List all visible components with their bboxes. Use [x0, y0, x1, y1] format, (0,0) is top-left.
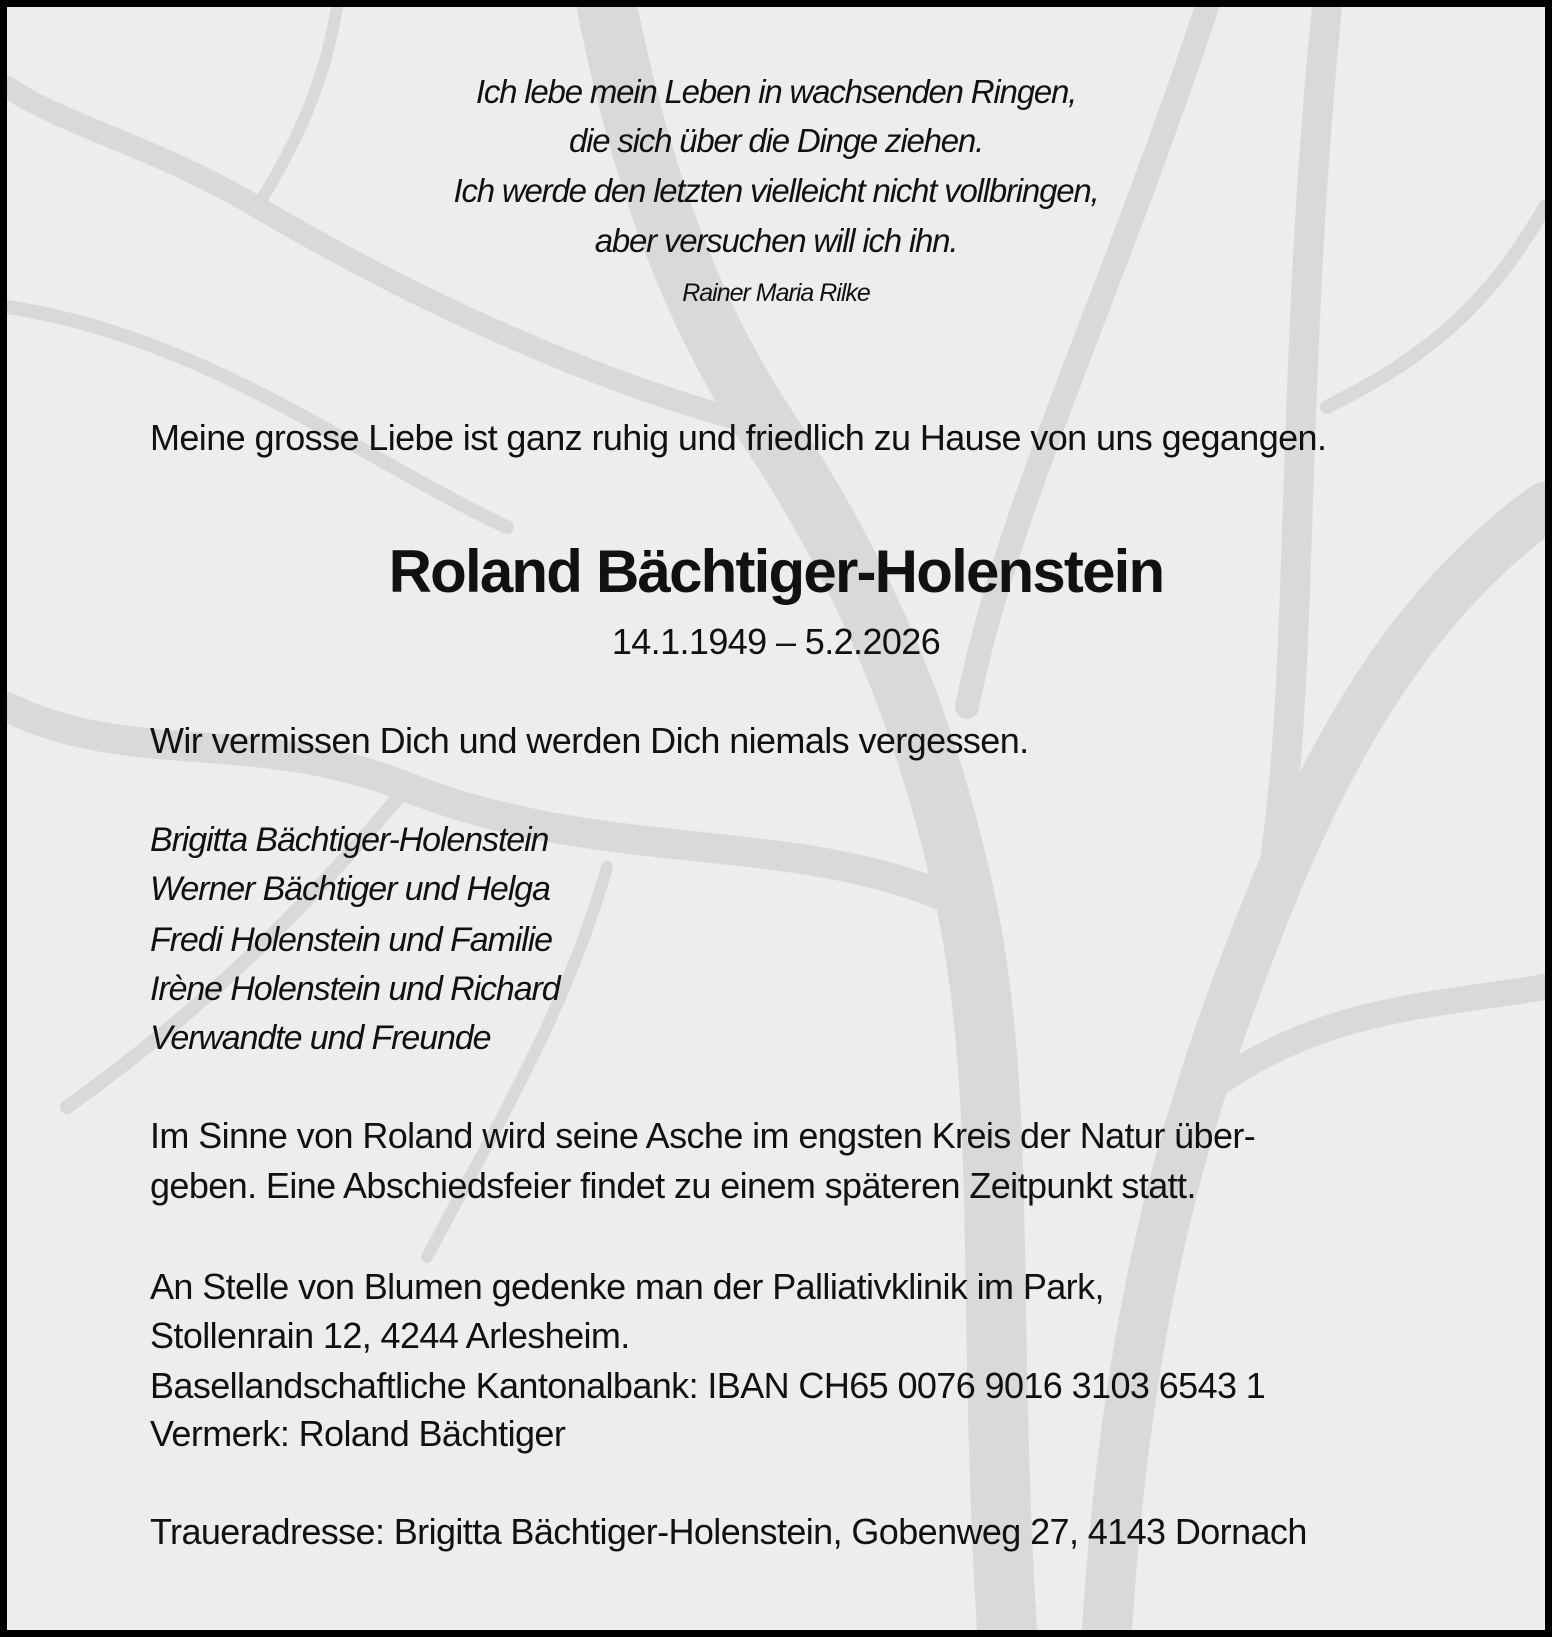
message-text: Wir vermissen Dich und werden Dich niemals vergessen.: [150, 720, 1029, 761]
quote-line: Ich werde den letzten vielleicht nicht vollbringen,: [453, 172, 1099, 209]
quote-line: Ich lebe mein Leben in wachsenden Ringen,: [475, 73, 1077, 110]
donation-reference: Vermerk: Roland Bächtiger: [150, 1413, 566, 1454]
ceremony-text: Im Sinne von Roland wird seine Asche im engsten Kreis der Natur über-: [150, 1115, 1256, 1156]
life-dates: 14.1.1949 – 5.2.2026: [611, 621, 941, 662]
obituary-notice: [7, 7, 1545, 1630]
donation-bank: Basellandschaftliche Kantonalbank: IBAN CH65 0076 9016 3103 6543 1: [150, 1365, 1266, 1406]
donation-text: Stollenrain 12, 4244 Arlesheim.: [150, 1315, 630, 1356]
mourner: Verwandte und Freunde: [150, 1019, 491, 1057]
deceased-name: Roland Bächtiger-Holenstein: [388, 538, 1164, 605]
mourning-address: Traueradresse: Brigitta Bächtiger-Holenstein, Gobenweg 27, 4143 Dornach: [150, 1511, 1307, 1552]
quote-line: aber versuchen will ich ihn.: [594, 222, 958, 259]
ceremony-text: geben. Eine Abschiedsfeier findet zu einem späteren Zeitpunkt statt.: [150, 1165, 1196, 1206]
quote-author: Rainer Maria Rilke: [682, 279, 870, 307]
mourner: Brigitta Bächtiger-Holenstein: [150, 821, 549, 859]
mourner: Werner Bächtiger und Helga: [150, 870, 550, 908]
donation-text: An Stelle von Blumen gedenke man der Palliativklinik im Park,: [150, 1266, 1104, 1307]
mourner: Fredi Holenstein und Familie: [150, 921, 552, 959]
intro-text: Meine grosse Liebe ist ganz ruhig und friedlich zu Hause von uns gegangen.: [150, 417, 1327, 458]
mourner: Irène Holenstein und Richard: [150, 970, 560, 1008]
quote-line: die sich über die Dinge ziehen.: [568, 122, 984, 159]
